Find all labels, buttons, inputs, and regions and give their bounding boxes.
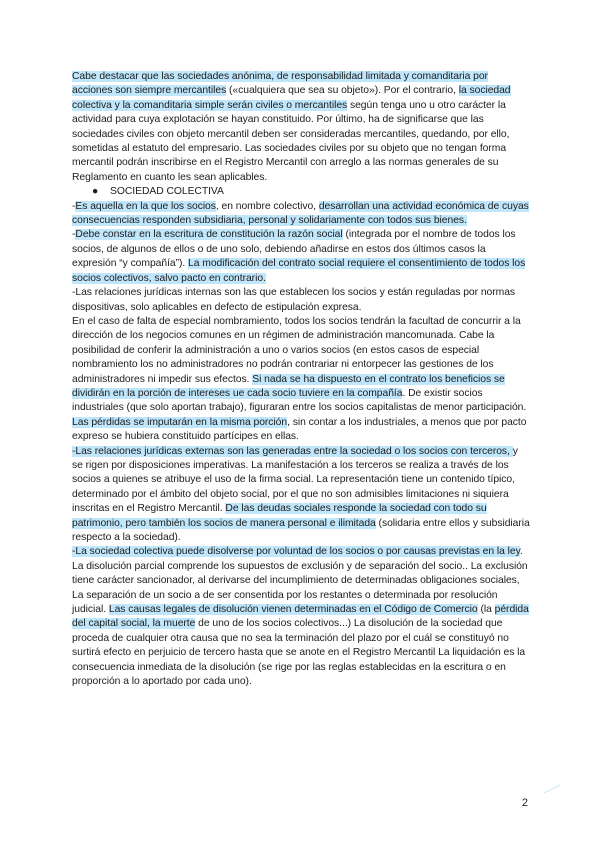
highlighted-text: la sociedad colectiva y la comanditaria simple serán civiles o mercantiles	[72, 85, 511, 111]
highlighted-text: Debe constar en la escritura de constitución la razón social	[75, 229, 343, 241]
highlighted-text: pérdida del capital social, la muerte	[72, 604, 529, 630]
text-segment: de uno de los socios colectivos...) La disolución de la sociedad que proceda de cualquier otra causa que no sea la terminación del plazo por el cuál se constituyó no surtirá efecto en perjuicio de tercero hasta que se anote en el Registro Mercantil La liquidación es la consecuencia inmediata de la disolución (se rige por las reglas establecidas en la escritura o en proporción a lo aportado por cada uno).	[72, 618, 526, 688]
paragraph	[72, 286, 530, 315]
highlighted-text: La modificación del contrato social requiere el consentimiento de todos los socios colectivos, salvo pacto en contrario.	[72, 258, 526, 284]
text-segment: -	[72, 200, 76, 212]
highlighted-text: Si nada se ha dispuesto en el contrato los beneficios se dividirán en la porción de intereses ue cada socio tuviere en la compañía	[72, 373, 505, 399]
highlighted-text: desarrollan una actividad económica de cuyas consecuencias responden subsidiaria, personal y solidariamente con todos sus bienes.	[72, 200, 529, 227]
page-corner-mark	[542, 782, 562, 796]
document-body	[72, 70, 530, 689]
text-segment: (la	[477, 604, 495, 616]
bullet-heading	[72, 185, 530, 199]
highlighted-text: Las pérdidas se imputarán en la misma porción	[72, 416, 288, 428]
text-segment: En el caso de falta de especial nombramiento, todos los socios tendrán la facultad de concurrir a la dirección de los negocios comunes en un régimen de administración mancomunada. Cabe la posibilidad de conferir la administración a uno o varios socios (en estos casos de especial nombramiento los no administradores no podrán contrariar ni entorpecer las gestiones de los administradores ni impedir sus efectos.	[72, 315, 521, 385]
text-segment: -Las relaciones jurídicas internas son las que establecen los socios y están reguladas por normas dispositivas, solo aplicables en defecto de estipulación expresa.	[72, 287, 516, 313]
text-segment: (solidaria entre ellos y subsidiaria respecto a la sociedad).	[72, 517, 530, 543]
bullet-icon: ●	[92, 186, 99, 198]
paragraph	[72, 200, 530, 229]
highlighted-text: De las deudas sociales responde la sociedad con todo su patrimonio, pero también los socios de manera personal e ilimitada	[72, 503, 487, 529]
text-segment: y se rigen por disposiciones imperativas. La manifestación a los terceros se realiza a través de los socios a quienes se atribuye el uso de la firma social. La representación tiene un contenido típico, determinado por el ámbito del objeto social, por el que no son admisibles limitaciones ni siquiera inscritas en el Registro Mercantil.	[72, 445, 518, 515]
text-segment: -	[72, 229, 76, 241]
text-segment: . La disolución parcial comprende los supuestos de exclusión y de separación del socio.. La exclusión tiene carácter sancionador, al derivarse del incumplimiento de determinadas obligaciones sociales, La separación de un socio a de ser consentida por los restantes o determinada por resolución judicial.	[72, 546, 528, 616]
paragraph	[72, 228, 530, 286]
highlighted-text: -La sociedad colectiva puede disolverse por voluntad de los socios o por causas previstas en la ley	[72, 546, 520, 558]
text-segment: (integrada por el nombre de todos los socios, de algunos de ellos o de uno solo, debiendo añadirse en estos dos últimos casos la expresión “y compañía”).	[72, 229, 516, 270]
text-segment: . De existir socios industriales (que solo aportan trabajo), figuraran entre los socios capitalistas de menor participación.	[72, 387, 527, 414]
highlighted-text: -Las relaciones jurídicas externas son las generadas entre la sociedad o los socios con terceros,	[72, 445, 513, 457]
text-segment: , sin contar a los industriales, a menos que por pacto expreso se hubiera constituido partícipes en ellas.	[72, 416, 527, 443]
text-segment: SOCIEDAD COLECTIVA	[110, 186, 224, 198]
text-segment: , en nombre colectivo,	[215, 200, 319, 212]
paragraph	[72, 545, 530, 689]
highlighted-text: Las causas legales de disolución vienen determinadas en el Código de Comercio	[108, 604, 478, 616]
page-number: 2	[521, 797, 528, 809]
paragraph	[72, 315, 530, 445]
text-segment: («cualquiera que sea su objeto»). Por el contrario,	[226, 85, 459, 97]
highlighted-text: Es aquella en la que los socios	[75, 200, 216, 212]
highlighted-text: Cabe destacar que las sociedades anónima, de responsabilidad limitada y comanditaria por acciones son siempre mercantiles	[72, 71, 488, 97]
paragraph	[72, 70, 530, 185]
text-segment: según tenga uno u otro carácter la actividad para cuya explotación se hayan constituido. Por último, ha de significarse que las sociedades civiles con objeto mercantil deben ser consideradas mercantiles, quedando, por ello, sometidas al estatuto del empresario. Las sociedades civiles por su objeto que no tengan forma mercantil podrán inscribirse en el Registro Mercantil con arreglo a las normas generales de su Reglamento en cuanto les sean aplicables.	[72, 99, 510, 183]
paragraph	[72, 445, 530, 546]
